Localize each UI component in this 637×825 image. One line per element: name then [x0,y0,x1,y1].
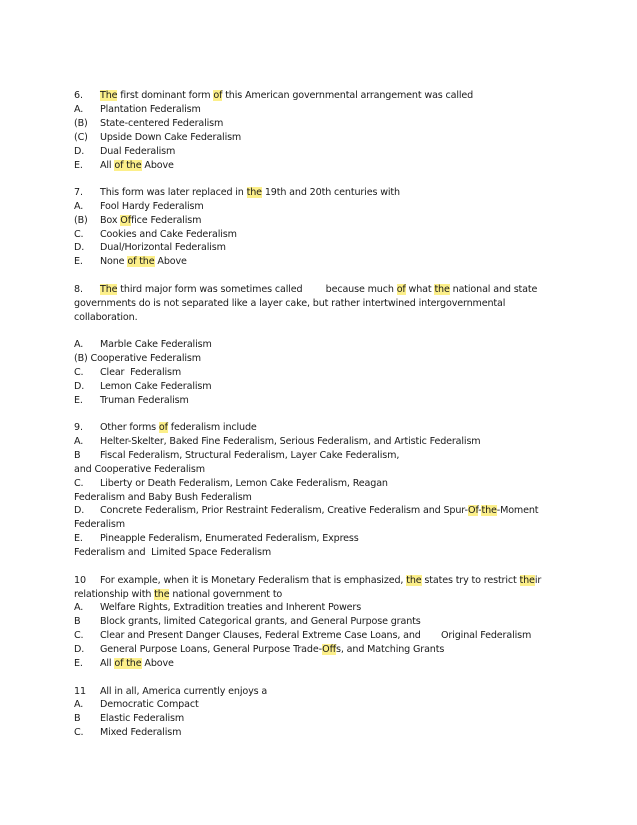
question-9-option-c-continued: Federalism and Baby Bush Federalism [74,492,252,503]
question-11-stem: 11 All in all, America currently enjoys a [74,686,268,697]
question-8-option-e: E. Truman Federalism [74,395,189,406]
question-7-option-a: A. Fool Hardy Federalism [74,201,204,212]
question-9-stem: 9. Other forms of federalism include [74,422,257,433]
question-8-option-a: A. Marble Cake Federalism [74,339,212,350]
question-7-option-d: D. Dual/Horizontal Federalism [74,242,226,253]
question-9-option-d: D. Concrete Federalism, Prior Restraint Federalism, Creative Federalism and Spur-Of-the-Moment [74,505,539,516]
question-7-stem: 7. This form was later replaced in the 19th and 20th centuries with [74,187,400,198]
question-9-option-c: C. Liberty or Death Federalism, Lemon Cake Federalism, Reagan [74,478,388,489]
question-8-option-b: (B) Cooperative Federalism [74,353,201,364]
question-7-option-c: C. Cookies and Cake Federalism [74,229,237,240]
question-9-option-d-continued: Federalism [74,519,125,530]
question-10-stem: 10 For example, when it is Monetary Federalism that is emphasized, the states try to restrict their [74,575,542,586]
question-10-option-c: C. Clear and Present Danger Clauses, Federal Extreme Case Loans, and Original Federalism [74,630,532,641]
question-11-option-b: B Elastic Federalism [74,713,185,724]
question-10-stem-continued: relationship with the national government to [74,589,283,600]
question-10-option-e: E. All of the Above [74,658,174,669]
question-8-stem-continued: collaboration. [74,312,138,323]
question-7-option-e: E. None of the Above [74,256,187,267]
question-8-option-d: D. Lemon Cake Federalism [74,381,212,392]
question-6-option-e: E. All of the Above [74,160,174,171]
question-6-stem: 6. The first dominant form of this American governmental arrangement was called [74,90,474,101]
question-11-option-c: C. Mixed Federalism [74,727,182,738]
question-11-option-a: A. Democratic Compact [74,699,199,710]
question-9-option-b-continued: and Cooperative Federalism [74,464,205,475]
question-6-option-a: A. Plantation Federalism [74,104,201,115]
question-6-option-c: (C) Upside Down Cake Federalism [74,132,242,143]
question-10-option-a: A. Welfare Rights, Extradition treaties and Inherent Powers [74,602,362,613]
question-6-option-d: D. Dual Federalism [74,146,176,157]
question-10-option-b: B Block grants, limited Categorical grants, and General Purpose grants [74,616,421,627]
question-6-option-b: (B) State-centered Federalism [74,118,224,129]
question-9-option-e: E. Pineapple Federalism, Enumerated Federalism, Express [74,533,359,544]
question-8-option-c: C. Clear Federalism [74,367,182,378]
question-8-stem: 8. The third major form was sometimes called because much of what the national and state [74,284,538,295]
question-8-stem-continued: governments do is not separated like a layer cake, but rather intertwined intergovernmental [74,298,506,309]
question-7-option-b: (B) Box Office Federalism [74,215,202,226]
question-9-option-a: A. Helter-Skelter, Baked Fine Federalism, Serious Federalism, and Artistic Federalism [74,436,481,447]
question-10-option-d: D. General Purpose Loans, General Purpose Trade-Offs, and Matching Grants [74,644,445,655]
question-9-option-b: B Fiscal Federalism, Structural Federalism, Layer Cake Federalism, [74,450,400,461]
question-9-option-e-continued: Federalism and Limited Space Federalism [74,547,272,558]
